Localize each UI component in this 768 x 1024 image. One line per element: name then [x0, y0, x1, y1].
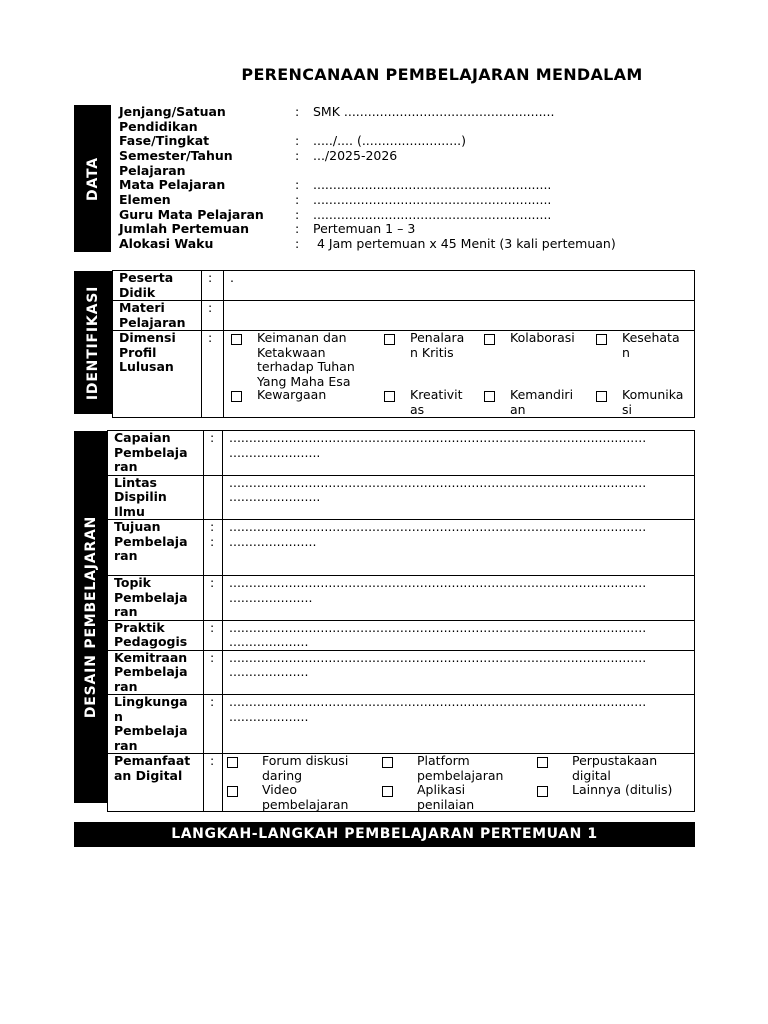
- data-row-label: Jenjang/Satuan Pendidikan: [119, 104, 226, 134]
- desain-row-label: Lintas Dispilin Ilmu: [108, 475, 204, 520]
- checkbox-icon[interactable]: [227, 757, 238, 768]
- desain-row-label: Tujuan Pembelaja ran: [108, 520, 204, 576]
- page-title: PERENCANAAN PEMBELAJARAN MENDALAM: [241, 65, 643, 84]
- checkbox-icon[interactable]: [382, 786, 393, 797]
- checkbox-icon[interactable]: [596, 334, 607, 345]
- colon: :: [295, 236, 300, 251]
- digital-option-label: Forum diskusi daring: [262, 753, 349, 783]
- langkah-banner: LANGKAH-LANGKAH PEMBELAJARAN PERTEMUAN 1: [74, 822, 695, 847]
- data-row-label: Guru Mata Pelajaran: [119, 207, 264, 222]
- colon: : :: [204, 520, 223, 576]
- data-section-label: DATA: [84, 156, 101, 201]
- dimensi-option-label: Kesehata n: [622, 330, 680, 360]
- checkbox-icon[interactable]: [484, 334, 495, 345]
- colon: :: [202, 301, 224, 331]
- checkbox-icon[interactable]: [231, 391, 242, 402]
- colon: :: [295, 192, 300, 207]
- colon: :: [295, 133, 300, 148]
- desain-row-value[interactable]: ......................................................................................................... ....................: [223, 620, 695, 650]
- digital-label: Pemanfaat an Digital: [108, 754, 204, 812]
- desain-row-label: Topik Pembelaja ran: [108, 576, 204, 621]
- desain-row-value[interactable]: ......................................................................................................... ....................: [223, 695, 695, 754]
- identifikasi-table: [112, 270, 695, 418]
- desain-row-value[interactable]: ......................................................................................................... ......................: [223, 520, 695, 576]
- checkbox-icon[interactable]: [384, 334, 395, 345]
- colon: :: [204, 620, 223, 650]
- colon: :: [204, 695, 223, 754]
- data-row-label: Mata Pelajaran: [119, 177, 226, 192]
- dimensi-option-label: Keimanan dan Ketakwaan terhadap Tuhan Yang Maha Esa: [257, 330, 355, 389]
- dimensi-option-label: Komunika si: [622, 387, 684, 417]
- data-row-value[interactable]: 4 Jam pertemuan x 45 Menit (3 kali pertemuan): [313, 236, 616, 251]
- identifikasi-label: IDENTIFIKASI: [84, 285, 101, 400]
- desain-row: [108, 431, 695, 476]
- desain-row-value[interactable]: ......................................................................................................... .......................: [223, 431, 695, 476]
- colon: :: [295, 207, 300, 222]
- desain-row-value[interactable]: ......................................................................................................... .......................: [223, 475, 695, 520]
- desain-label: DESAIN PEMBELAJARAN: [82, 515, 99, 719]
- data-row-value[interactable]: .../2025-2026: [313, 148, 398, 163]
- data-row-label: Semester/Tahun Pelajaran: [119, 148, 233, 178]
- colon: :: [202, 331, 224, 418]
- digital-option-label: Perpustakaan digital: [572, 753, 658, 783]
- desain-row-label: Praktik Pedagogis: [108, 620, 204, 650]
- identifikasi-sidebar: [74, 271, 112, 414]
- checkbox-icon[interactable]: [537, 757, 548, 768]
- checkbox-icon[interactable]: [484, 391, 495, 402]
- desain-table: [107, 430, 695, 812]
- desain-row: [108, 576, 695, 621]
- desain-row: [108, 620, 695, 650]
- desain-row-value[interactable]: ......................................................................................................... ....................: [223, 650, 695, 695]
- checkbox-icon[interactable]: [227, 786, 238, 797]
- colon: :: [204, 650, 223, 695]
- colon: :: [295, 104, 300, 119]
- peserta-value[interactable]: .: [224, 271, 695, 301]
- dimensi-option-label: Penalara n Kritis: [410, 330, 465, 360]
- desain-row-value[interactable]: ......................................................................................................... .....................: [223, 576, 695, 621]
- checkbox-icon[interactable]: [382, 757, 393, 768]
- colon: [204, 475, 223, 520]
- desain-row-label: Capaian Pembelaja ran: [108, 431, 204, 476]
- materi-value[interactable]: [224, 301, 695, 331]
- desain-row: [108, 650, 695, 695]
- digital-option-label: Lainnya (ditulis): [572, 782, 673, 797]
- colon: :: [204, 576, 223, 621]
- desain-row: [108, 475, 695, 520]
- data-row-label: Jumlah Pertemuan: [119, 221, 250, 236]
- dimensi-option-label: Kolaborasi: [510, 330, 575, 345]
- digital-option-label: Platform pembelajaran: [417, 753, 504, 783]
- digital-options: [223, 754, 695, 812]
- data-row-label: Elemen: [119, 192, 171, 207]
- checkbox-icon[interactable]: [384, 391, 395, 402]
- data-row-value[interactable]: ............................................................: [313, 207, 552, 222]
- data-section-sidebar: [74, 105, 111, 252]
- colon: :: [295, 148, 300, 163]
- desain-row: [108, 520, 695, 576]
- desain-row-label: Lingkunga n Pembelaja ran: [108, 695, 204, 754]
- data-row-value[interactable]: Pertemuan 1 – 3: [313, 221, 416, 236]
- dimensi-label: Dimensi Profil Lulusan: [113, 331, 202, 418]
- desain-row-label: Kemitraan Pembelaja ran: [108, 650, 204, 695]
- digital-option-label: Aplikasi penilaian: [417, 782, 475, 812]
- dimensi-option-label: Kreativit as: [410, 387, 463, 417]
- checkbox-icon[interactable]: [596, 391, 607, 402]
- peserta-label: Peserta Didik: [113, 271, 202, 301]
- desain-row-digital: [108, 754, 695, 812]
- data-row-label: Alokasi Waku: [119, 236, 214, 251]
- materi-label: Materi Pelajaran: [113, 301, 202, 331]
- data-row-label: Fase/Tingkat: [119, 133, 210, 148]
- colon: :: [202, 271, 224, 301]
- dimensi-option-label: Kewargaan: [257, 387, 327, 402]
- dimensi-option-label: Kemandiri an: [510, 387, 574, 417]
- desain-row: [108, 695, 695, 754]
- data-row-value[interactable]: ............................................................: [313, 177, 552, 192]
- data-row-value[interactable]: SMK .....................................................: [313, 104, 555, 119]
- colon: :: [204, 754, 223, 812]
- data-row-value[interactable]: ...../.... (.........................): [313, 133, 467, 148]
- checkbox-icon[interactable]: [537, 786, 548, 797]
- colon: :: [295, 177, 300, 192]
- colon: :: [204, 431, 223, 476]
- data-row-value[interactable]: ............................................................: [313, 192, 552, 207]
- colon: :: [295, 221, 300, 236]
- desain-sidebar: [74, 431, 107, 803]
- digital-option-label: Video pembelajaran: [262, 782, 349, 812]
- checkbox-icon[interactable]: [231, 334, 242, 345]
- dimensi-options: [224, 331, 695, 418]
